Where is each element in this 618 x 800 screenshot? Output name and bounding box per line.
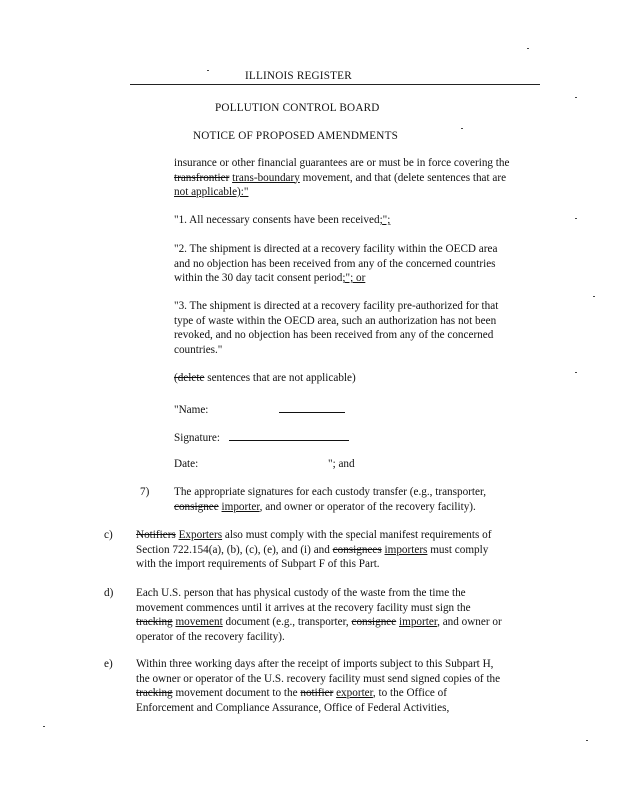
inserted-text: exporter (336, 687, 373, 699)
scan-speck (527, 48, 529, 49)
inserted-text: ; (379, 214, 383, 226)
deleted-text: tracking (136, 687, 173, 699)
name-line (174, 401, 345, 418)
continuation-line-1: insurance or other financial guarantees are or must be in force covering the (174, 157, 510, 169)
inserted-text: ; (342, 272, 346, 284)
date-label: Date: (174, 458, 199, 470)
item-7-label: 7) (140, 486, 150, 498)
date-end: "; and (328, 458, 355, 470)
board-title: POLLUTION CONTROL BOARD (215, 102, 380, 114)
item-d-text: Each U.S. person that has physical custody of the waste from the time the movement commences until it arrives at the recovery facility must sign the tracking movement document (e.g., transporter, consignee importer, and owner or operator of the recovery facility). (136, 587, 502, 643)
register-title: ILLINOIS REGISTER (245, 70, 352, 82)
signature-line (174, 429, 349, 446)
deleted-text: tracking (136, 616, 173, 628)
deleted-text: Notifiers (136, 529, 176, 541)
item-e-text: Within three working days after the receipt of imports subject to this Subpart H, the owner or operator of the U.S. recovery facility must send signed copies of the tracking movement document to the notifier exporter, to the Office of Enforcement and Compliance Assurance, Office of Federal Activities, (136, 658, 501, 714)
quote-2: "2. The shipment is directed at a recovery facility within the OECD area and no objection has been received from any of the concerned countries within the 30 day tacit consent period;"; or (174, 243, 498, 284)
signature-blank (229, 429, 349, 441)
scan-speck (575, 372, 577, 373)
quote-3: "3. The shipment is directed at a recovery facility pre-authorized for that type of waste within the OECD area, such an authorization has not been revoked, and no objection has been received from any of the concerned countries." (174, 300, 499, 356)
name-blank (279, 401, 345, 413)
item-e-label: e) (104, 658, 113, 670)
scan-speck (43, 726, 45, 727)
date-line (174, 457, 198, 472)
inserted-text: trans-boundary (232, 171, 300, 184)
signature-label: Signature: (174, 432, 220, 444)
inserted-text: importer (399, 616, 438, 628)
continuation-line-3: not applicable):" (174, 186, 249, 198)
scan-speck (575, 97, 577, 98)
scan-speck (575, 218, 577, 219)
continuation-paragraph (174, 156, 544, 200)
scan-speck (461, 128, 463, 129)
deleted-text: notifier (300, 687, 334, 699)
delete-note: (delete sentences that are not applicable) (174, 372, 356, 384)
header-rule (130, 84, 540, 85)
scan-speck (207, 70, 209, 71)
inserted-text: Exporters (178, 529, 223, 541)
item-d-label: d) (104, 587, 114, 599)
inserted-text: movement (175, 616, 223, 628)
continuation-line-2: transfrontier trans-boundary movement, and that (delete sentences that are (174, 171, 507, 184)
inserted-text: importer (221, 500, 260, 513)
item-7-text: The appropriate signatures for each custody transfer (e.g., transporter, consignee importer, and owner or operator of the recovery facility). (174, 486, 487, 513)
quote-1: "1. All necessary consents have been received;"; (174, 214, 391, 226)
name-label: "Name: (174, 404, 209, 416)
item-c-text: Notifiers Exporters also must comply with the special manifest requirements of Section 722.154(a), (b), (c), (e), and (i) and consignees importers must comply with the import requirements of Subpart F of this Part. (136, 529, 492, 570)
deleted-text: (delete (174, 372, 205, 384)
inserted-text: importers (384, 543, 428, 556)
item-c-label: c) (104, 529, 113, 541)
scan-speck (593, 296, 595, 297)
notice-title: NOTICE OF PROPOSED AMENDMENTS (193, 130, 399, 142)
deleted-text: consignee (174, 500, 219, 513)
scan-speck (586, 740, 588, 741)
deleted-text: consignees (332, 543, 382, 556)
deleted-text: transfrontier (174, 171, 230, 184)
deleted-text: consignee (351, 616, 397, 628)
